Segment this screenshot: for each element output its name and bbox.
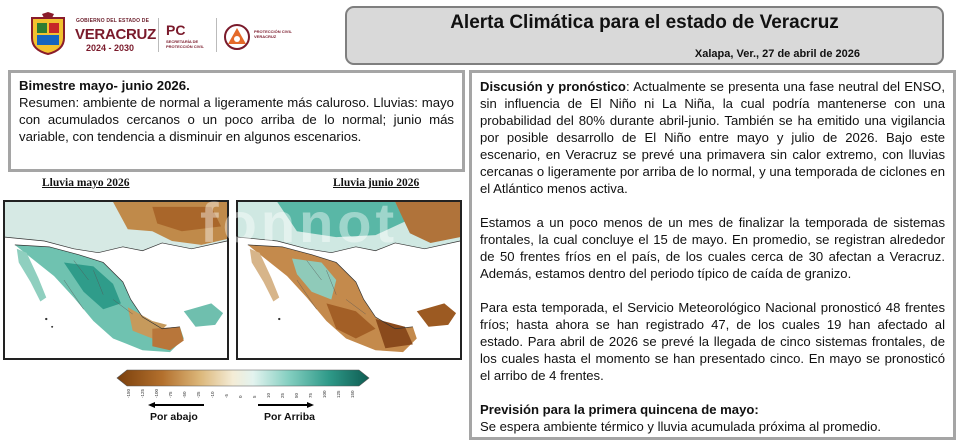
- tick-label: -75: [168, 391, 173, 398]
- summary-box: [8, 70, 465, 172]
- tick-label: -100: [154, 388, 159, 398]
- tick-label: 150: [350, 390, 355, 398]
- tick-label: -25: [196, 391, 201, 398]
- tick-label: -50: [182, 391, 187, 398]
- tick-label: -150: [126, 388, 131, 398]
- tick-label: 50: [294, 392, 299, 398]
- tick-label: 125: [336, 390, 341, 398]
- tick-label: -10: [210, 391, 215, 398]
- may-rain-map: [3, 200, 229, 360]
- discussion-paragraph: [480, 78, 945, 197]
- tick-label: 100: [322, 390, 327, 398]
- forecast-text: Se espera ambiente térmico y lluvia acumulada próxima al promedio.: [480, 419, 882, 434]
- tick-label: 25: [280, 392, 285, 398]
- veracruz-seal-logo: [28, 12, 68, 56]
- logo-divider: [216, 18, 217, 52]
- rain-anomaly-colorbar: [117, 370, 369, 386]
- gov-veracruz-label: VERACRUZ: [75, 26, 156, 43]
- pc-logo: PC: [166, 22, 186, 38]
- fronts-paragraph: Estamos a un poco menos de un mes de finalizar la temporada de sistemas frontales, la cual concluye el 15 de mayo. En promedio, se registran alrededor de 50 frentes fríos en el país, de los cuales cerca de 30 afectan a Veracruz. Además, estamos dentro del periodo típico de caída de granizo.: [480, 215, 945, 281]
- summary-text: Resumen: ambiente de normal a ligeramente más caluroso. Lluvias: mayo con acumulados cercanos o un poco arriba de lo normal; junio más variable, con tendencia a disminuir en algunos escenarios.: [19, 95, 454, 144]
- civil-protection-label: PROTECCIÓN CIVIL VERACRUZ: [254, 29, 292, 39]
- tick-label: 5: [252, 395, 257, 398]
- tick-label: 75: [308, 392, 313, 398]
- arrow-right-icon: [258, 402, 314, 408]
- tick-label: -125: [140, 388, 145, 398]
- watermark: fonnot: [200, 191, 399, 254]
- header-logos: [28, 12, 318, 58]
- page-title: Alerta Climática para el estado de Veracruz: [450, 12, 839, 33]
- may-map-caption: Lluvia mayo 2026: [42, 177, 130, 189]
- tick-label: 10: [266, 392, 271, 398]
- june-rain-map: [236, 200, 462, 360]
- june-map-caption: Lluvia junio 2026: [333, 177, 420, 189]
- summary-title: Bimestre mayo- junio 2026.: [19, 78, 190, 93]
- pc-subtitle: SECRETARÍA DE PROTECCIÓN CIVIL: [166, 39, 205, 49]
- logo-divider: [158, 18, 159, 52]
- discussion-label: Discusión y pronóstico: [480, 79, 626, 94]
- gov-state-label: GOBIERNO DEL ESTADO DE: [76, 18, 150, 24]
- forecast-heading: Previsión para la primera quincena de mayo:: [480, 402, 759, 417]
- tick-label: 0: [238, 395, 243, 398]
- legend-below-label: Por abajo: [150, 411, 198, 423]
- discussion-text: : Actualmente se presenta una fase neutral del ENSO, sin influencia de El Niño ni La Niña, la cual podría mantenerse con una probabilidad del 80% durante abril-junio. También se ha emitido una vigilancia por posible desarrollo de El Niño entre mayo y julio de 2026. Bajo este escenario, en Veracruz se prevé una primavera sin calor extremo, con lluvias cercanas o ligeramente por arriba de lo normal, y una temporada de ciclones en el Atlántico menos activa.: [480, 79, 945, 196]
- smn-paragraph: Para esta temporada, el Servicio Meteorológico Nacional pronosticó 48 frentes fríos; hasta ahora se han registrado 47, de los cuales 19 han afectado al estado. Para abril de 2026 se prevé la llegada de cinco sistemas frontales, de los cuales hasta el momento se han presentado cinco. En mayo se pronosticó el arribo de 4 frentes.: [480, 300, 945, 383]
- legend-above-label: Por Arriba: [264, 411, 315, 423]
- tick-label: -5: [224, 393, 229, 398]
- civil-protection-icon: [224, 24, 250, 50]
- arrow-left-icon: [148, 402, 204, 408]
- gov-years-label: 2024 - 2030: [86, 43, 135, 53]
- discussion-box: [469, 70, 956, 440]
- date-line: Xalapa, Ver., 27 de abril de 2026: [694, 48, 860, 60]
- title-box: [345, 6, 944, 65]
- colorbar-ticks: [126, 386, 358, 400]
